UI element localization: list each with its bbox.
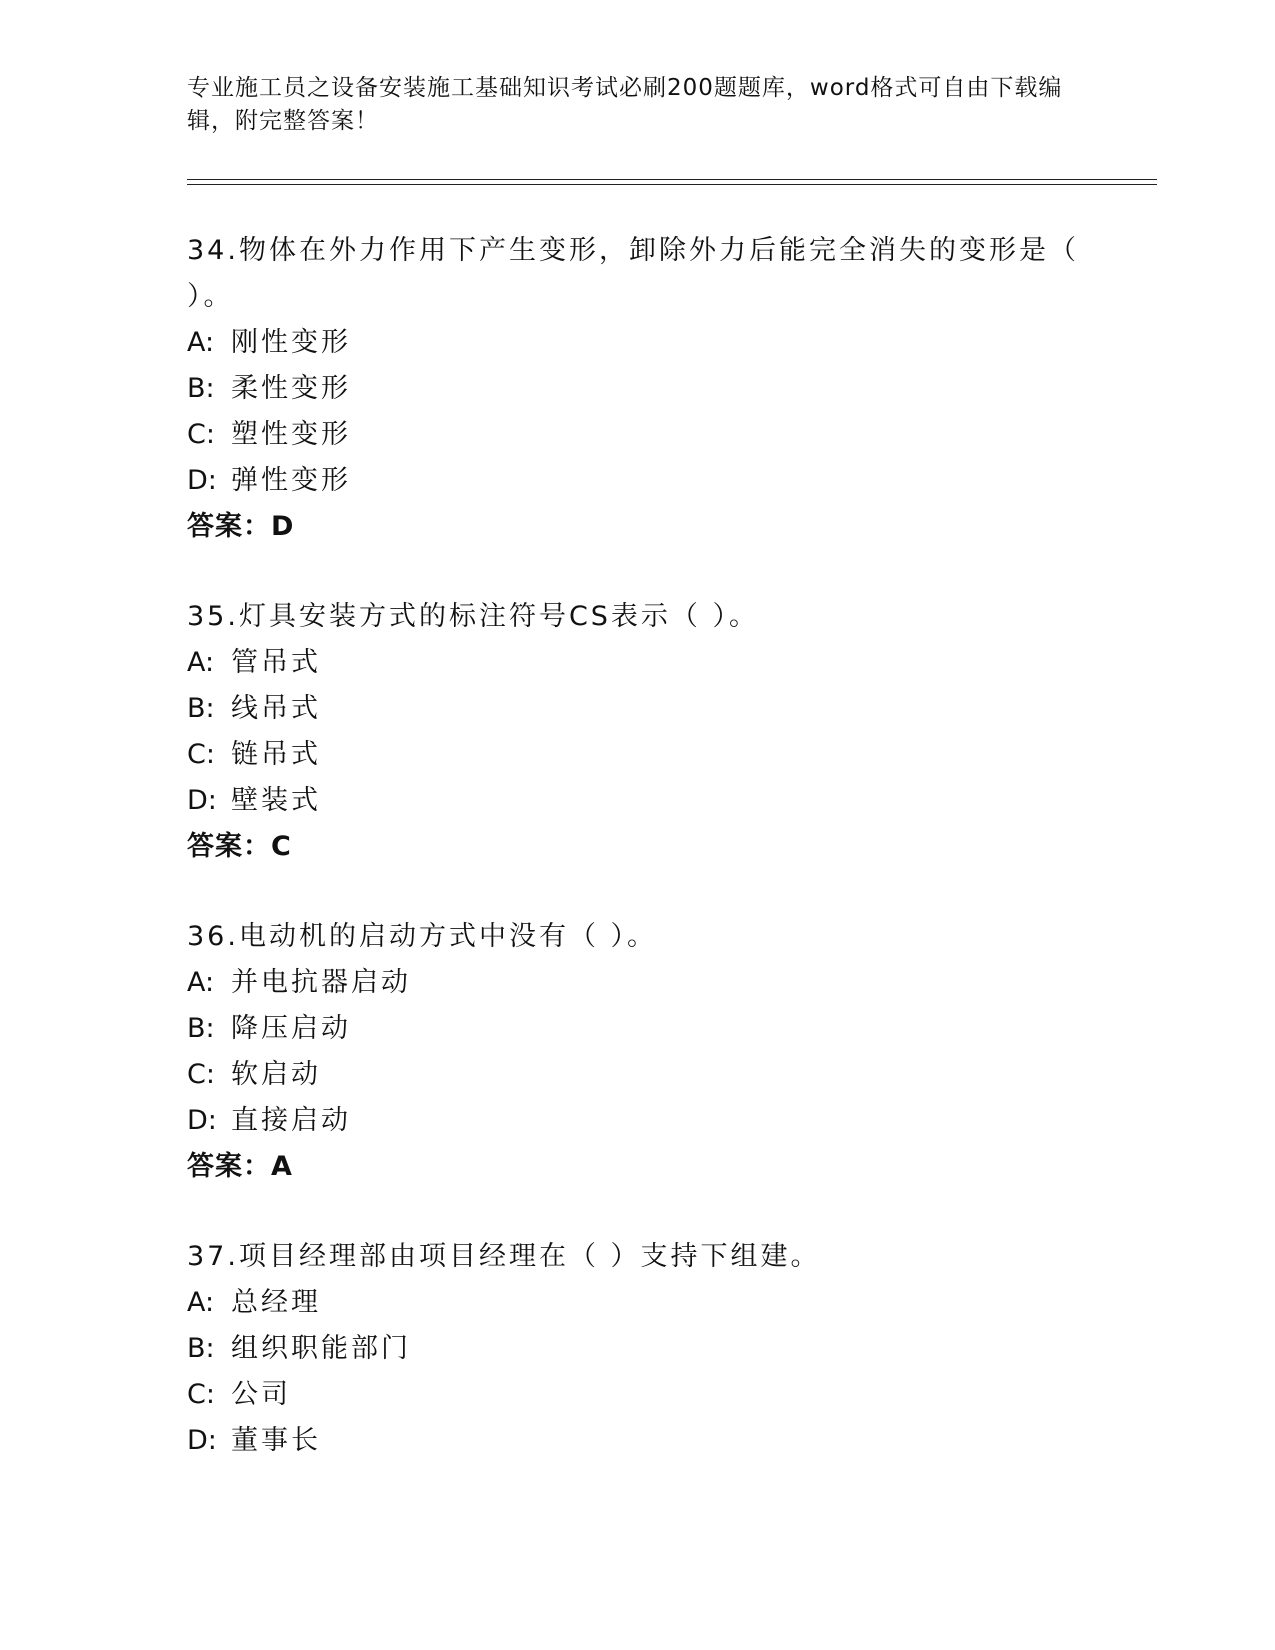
option-text: 组织职能部门 [231, 1333, 411, 1364]
answer-line: 答案：C [187, 831, 292, 862]
option-text: 管吊式 [231, 647, 321, 678]
option-b [187, 1006, 1087, 1052]
option-text: 刚性变形 [231, 327, 351, 358]
header-text: 专业施工员之设备安装施工基础知识考试必刷200题题库，word格式可自由下载编辑，附完整答案！ [187, 75, 1063, 134]
option-a [187, 320, 1087, 366]
option-text: 董事长 [231, 1425, 321, 1456]
option-c [187, 1052, 1087, 1098]
page-header [187, 72, 1087, 138]
option-text: 塑性变形 [231, 419, 351, 450]
option-text: 线吊式 [231, 693, 321, 724]
option-c [187, 1372, 1087, 1418]
question-list [187, 228, 1087, 1508]
option-text: 公司 [231, 1379, 291, 1410]
option-b [187, 1326, 1087, 1372]
option-d [187, 458, 1087, 504]
option-a [187, 1280, 1087, 1326]
option-letter: D: [187, 1105, 217, 1136]
option-letter: A: [187, 1287, 215, 1318]
question-stem: 34.物体在外力作用下产生变形，卸除外力后能完全消失的变形是（ ）。 [187, 235, 1079, 312]
option-text: 柔性变形 [231, 373, 351, 404]
question-36 [187, 914, 1087, 1190]
option-letter: D: [187, 785, 217, 816]
question-stem: 37.项目经理部由项目经理在（ ）支持下组建。 [187, 1241, 821, 1272]
option-letter: A: [187, 327, 215, 358]
option-letter: B: [187, 1333, 215, 1364]
option-letter: B: [187, 693, 215, 724]
option-c [187, 732, 1087, 778]
option-text: 壁装式 [231, 785, 321, 816]
option-letter: C: [187, 419, 215, 450]
option-letter: B: [187, 373, 215, 404]
header-divider [187, 179, 1157, 185]
option-text: 并电抗器启动 [231, 967, 411, 998]
option-a [187, 640, 1087, 686]
option-b [187, 366, 1087, 412]
option-b [187, 686, 1087, 732]
option-text: 弹性变形 [231, 465, 351, 496]
option-text: 直接启动 [231, 1105, 351, 1136]
answer-line: 答案：A [187, 1151, 293, 1182]
option-letter: B: [187, 1013, 215, 1044]
question-35 [187, 594, 1087, 870]
option-d [187, 1098, 1087, 1144]
option-letter: C: [187, 1059, 215, 1090]
answer-line: 答案：D [187, 511, 295, 542]
option-letter: C: [187, 739, 215, 770]
option-letter: D: [187, 465, 217, 496]
option-letter: A: [187, 647, 215, 678]
option-a [187, 960, 1087, 1006]
option-d [187, 1418, 1087, 1464]
option-letter: D: [187, 1425, 217, 1456]
question-37 [187, 1234, 1087, 1464]
option-c [187, 412, 1087, 458]
option-letter: C: [187, 1379, 215, 1410]
question-34 [187, 228, 1087, 550]
question-stem: 36.电动机的启动方式中没有（ ）。 [187, 921, 658, 952]
option-text: 总经理 [231, 1287, 321, 1318]
question-stem: 35.灯具安装方式的标注符号CS表示（ ）。 [187, 601, 760, 632]
option-text: 链吊式 [231, 739, 321, 770]
option-letter: A: [187, 967, 215, 998]
option-d [187, 778, 1087, 824]
option-text: 软启动 [231, 1059, 321, 1090]
option-text: 降压启动 [231, 1013, 351, 1044]
